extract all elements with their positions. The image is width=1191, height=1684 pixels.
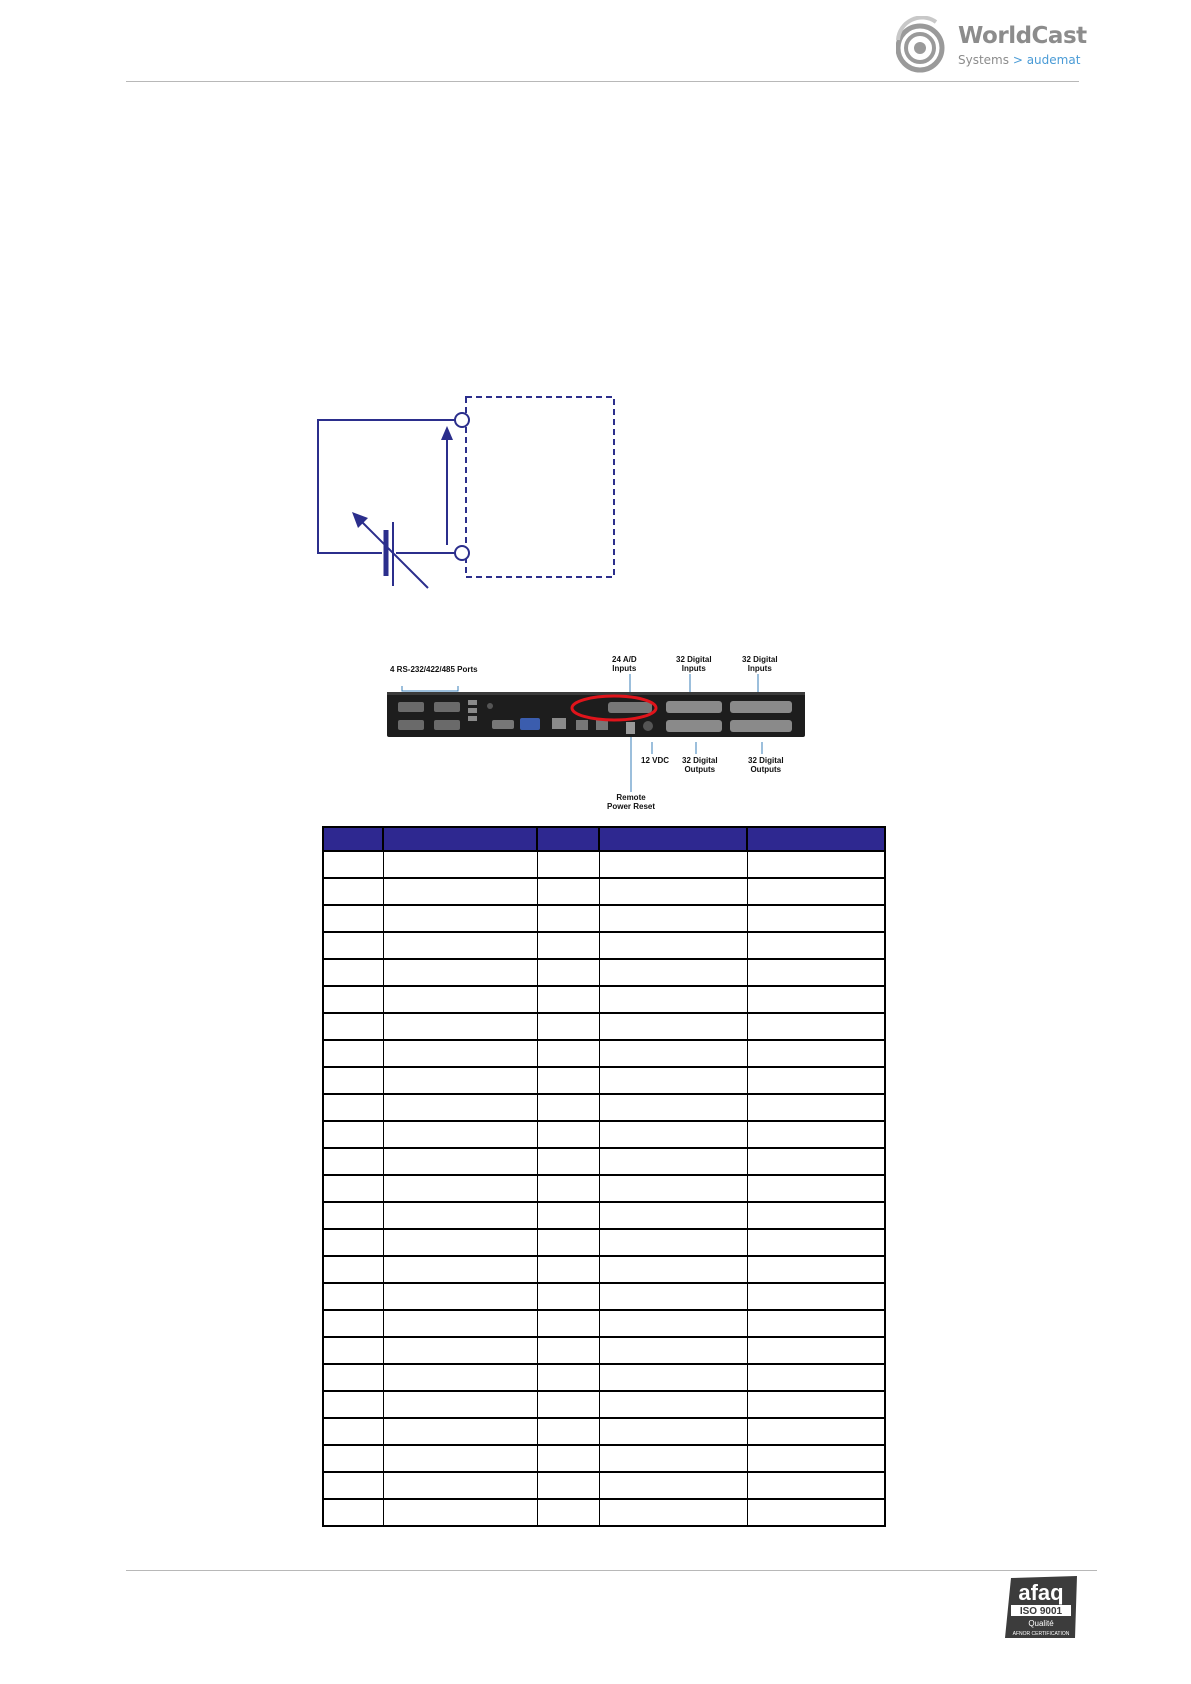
ethernet-port-1 [552,718,566,729]
table-cell [537,878,599,905]
table-row [323,1283,885,1310]
digital-input-connector-1 [666,701,722,713]
badge-cert-text: AFNOR CERTIFICATION [1012,1631,1070,1637]
table-cell [383,1094,537,1121]
table-cell [747,1499,885,1526]
table-cell [599,1472,747,1499]
table-row [323,959,885,986]
bracket-rs-ports [402,686,458,691]
table-cell [537,1229,599,1256]
table-cell [599,1229,747,1256]
table-cell [383,1391,537,1418]
table-cell [383,851,537,878]
badge-quality-text: Qualité [1028,1619,1054,1628]
table-cell [599,1256,747,1283]
callout-digital-outputs-1-line1: 32 Digital [682,756,718,765]
table-header-cell [747,827,885,851]
table-cell [599,1040,747,1067]
table-cell [537,1040,599,1067]
table-cell [383,1364,537,1391]
callout-remote-reset-line2: Power Reset [607,802,656,811]
table-row [323,1310,885,1337]
table-header-cell [323,827,383,851]
table-cell [537,1418,599,1445]
table-cell [599,1337,747,1364]
table-cell [537,1337,599,1364]
table-cell [537,959,599,986]
table-cell [537,1499,599,1526]
table-cell [537,1310,599,1337]
table-cell [747,1391,885,1418]
table-cell [383,1067,537,1094]
usb-ports [468,700,477,721]
table-cell [323,1283,383,1310]
table-cell [323,851,383,878]
callout-12vdc: 12 VDC [641,756,670,765]
callout-ad-inputs-line1: 24 A/D [612,655,637,664]
rear-panel-drawing [380,650,820,820]
callout-digital-inputs-1-line2: Inputs [681,664,706,673]
table-header-cell [599,827,747,851]
digital-output-connector-1 [666,720,722,732]
table-cell [599,1364,747,1391]
table-cell [383,1229,537,1256]
table-cell [747,1148,885,1175]
table-cell [537,851,599,878]
table-cell [537,1445,599,1472]
ethernet-port-2 [576,720,588,730]
table-row [323,1067,885,1094]
vga-port [520,718,540,730]
table-cell [383,1310,537,1337]
table-header-cell [537,827,599,851]
table-cell [537,1391,599,1418]
badge-iso-text: ISO 9001 [1019,1606,1063,1617]
table-cell [599,986,747,1013]
table-cell [323,1175,383,1202]
table-row [323,1121,885,1148]
table-cell [383,905,537,932]
table-cell [599,905,747,932]
table-cell [747,905,885,932]
table-cell [599,851,747,878]
table-cell [599,932,747,959]
table-row [323,851,885,878]
callout-digital-outputs-2-line1: 32 Digital [748,756,784,765]
table-cell [747,1418,885,1445]
table-row [323,1148,885,1175]
ethernet-port-3 [596,720,608,730]
table-cell [599,1148,747,1175]
table-cell [599,1418,747,1445]
logo-brand-text: WorldCast [958,23,1087,49]
table-row [323,1175,885,1202]
table-cell [323,1256,383,1283]
table-cell [747,1364,885,1391]
afaq-badge-graphic [1005,1576,1077,1638]
table-cell [599,878,747,905]
table-cell [537,905,599,932]
table-cell [599,1121,747,1148]
table-cell [747,1229,885,1256]
digital-input-connector-2 [730,701,792,713]
ad-input-connector [608,702,652,713]
table-cell [537,1283,599,1310]
table-cell [747,1202,885,1229]
callout-digital-outputs-1-line2: Outputs [684,765,716,774]
table-cell [599,1202,747,1229]
table-body [323,851,885,1526]
table-cell [747,1094,885,1121]
table-row [323,878,885,905]
logo-sub-right: audemat [1026,53,1081,67]
table-cell [599,1445,747,1472]
table-row [323,905,885,932]
table-cell [323,959,383,986]
table-cell [747,959,885,986]
table-cell [323,1310,383,1337]
table-row [323,1364,885,1391]
table-cell [323,1121,383,1148]
terminal-top [455,413,469,427]
callout-digital-inputs-2-line1: 32 Digital [742,655,778,664]
variable-source-circuit-diagram [310,390,630,590]
table-cell [383,932,537,959]
table-cell [383,986,537,1013]
table-cell [537,1364,599,1391]
callout-rs-ports: 4 RS-232/422/485 Ports [390,665,478,674]
table-row [323,1472,885,1499]
table-row [323,1418,885,1445]
pinout-table [322,826,886,1527]
table-cell [323,1202,383,1229]
logo-subtitle [958,53,1080,67]
serial-port-small [492,720,514,729]
table-cell [537,1472,599,1499]
table-cell [599,1067,747,1094]
table-cell [747,1256,885,1283]
callout-remote-reset-line1: Remote [616,793,646,802]
table-row [323,932,885,959]
table-row [323,986,885,1013]
table-cell [383,959,537,986]
table-cell [599,1310,747,1337]
table-cell [383,1175,537,1202]
table-cell [323,1472,383,1499]
table-cell [323,1229,383,1256]
table-row [323,1202,885,1229]
logo-sub-sep: > [1009,53,1027,67]
voltage-arrow-head [441,426,453,440]
table-cell [747,1067,885,1094]
worldcast-swirl-icon [896,16,956,76]
table-cell [747,1310,885,1337]
table-cell [383,1445,537,1472]
digital-output-connector-2 [730,720,792,732]
afaq-iso-badge [1005,1576,1077,1638]
table-cell [383,1283,537,1310]
table-cell [323,1445,383,1472]
table-cell [747,986,885,1013]
callout-ad-inputs-line2: Inputs [612,664,637,673]
reset-switch [626,722,635,734]
table-cell [599,1391,747,1418]
table-cell [747,1040,885,1067]
table-cell [747,1337,885,1364]
table-cell [323,1094,383,1121]
worldcast-logo [896,16,1087,78]
table-cell [537,1121,599,1148]
table-cell [599,1013,747,1040]
callout-digital-inputs-1-line1: 32 Digital [676,655,712,664]
table-cell [537,1202,599,1229]
footer-divider [126,1570,1097,1571]
callout-digital-outputs-2-line2: Outputs [750,765,782,774]
table-cell [383,1202,537,1229]
table-cell [537,932,599,959]
table-cell [537,1094,599,1121]
terminal-bottom [455,546,469,560]
table-cell [383,1121,537,1148]
badge-brand-text: afaq [1018,1580,1064,1605]
dc-jack [643,721,653,731]
table-cell [383,1148,537,1175]
table-cell [323,986,383,1013]
table-cell [323,1364,383,1391]
table-row [323,1499,885,1526]
table-cell [323,1418,383,1445]
table-cell [323,1499,383,1526]
table-cell [383,1013,537,1040]
table-cell [537,986,599,1013]
table-header-cell [383,827,537,851]
table-cell [599,1499,747,1526]
rear-panel-figure [380,650,820,820]
table-cell [323,1337,383,1364]
table-cell [323,878,383,905]
table-cell [599,1283,747,1310]
table-cell [747,932,885,959]
table-cell [747,1283,885,1310]
table-cell [383,1472,537,1499]
header-divider [126,81,1079,82]
table-cell [747,1445,885,1472]
table-cell [537,1148,599,1175]
table-row [323,1040,885,1067]
table-row [323,1256,885,1283]
table-cell [323,1013,383,1040]
table-cell [747,1013,885,1040]
table-cell [599,959,747,986]
table-row [323,1391,885,1418]
table-row [323,1229,885,1256]
device-boundary [466,397,614,577]
table-cell [747,1121,885,1148]
table-cell [537,1175,599,1202]
table-header-row [323,827,885,851]
table-row [323,1094,885,1121]
table-cell [383,1256,537,1283]
table-cell [599,1175,747,1202]
table-cell [323,932,383,959]
table-cell [747,1175,885,1202]
table-cell [383,1418,537,1445]
table-cell [323,1067,383,1094]
logo-sub-left: Systems [958,53,1009,67]
table-cell [537,1013,599,1040]
table-cell [323,1391,383,1418]
table-cell [747,1472,885,1499]
table-cell [323,1040,383,1067]
chassis-edge [387,692,805,695]
table-cell [323,1148,383,1175]
table-row [323,1445,885,1472]
table-cell [383,1337,537,1364]
panel-jack [487,703,493,709]
table-row [323,1337,885,1364]
table-cell [747,878,885,905]
table-cell [383,878,537,905]
table-cell [747,851,885,878]
table-cell [537,1067,599,1094]
table-cell [537,1256,599,1283]
callout-digital-inputs-2-line2: Inputs [747,664,772,673]
table-cell [323,905,383,932]
table-cell [383,1499,537,1526]
table-row [323,1013,885,1040]
table-cell [383,1040,537,1067]
table-cell [599,1094,747,1121]
